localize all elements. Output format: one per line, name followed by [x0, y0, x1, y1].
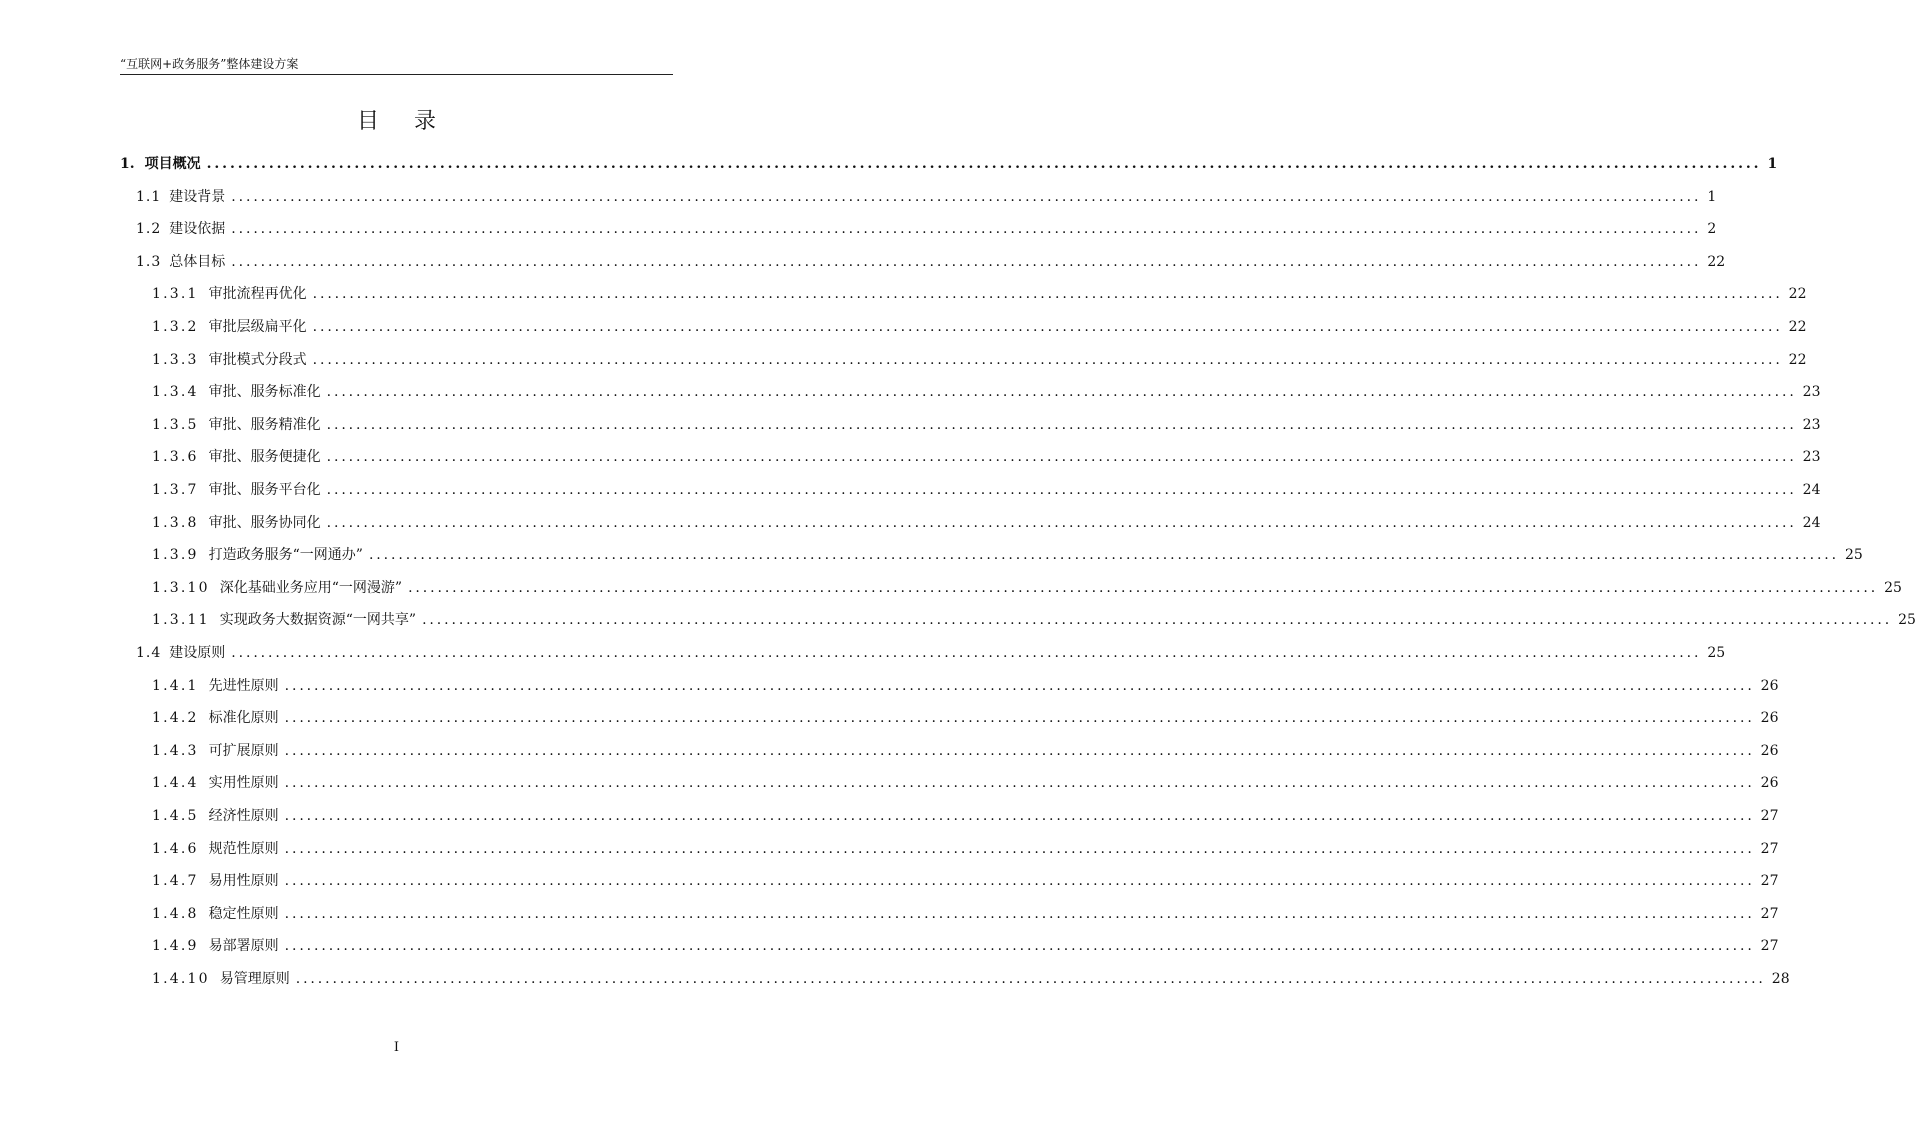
toc-entry-title: 审批、服务便捷化 [208, 449, 321, 466]
toc-entry[interactable] [152, 415, 1821, 435]
toc-leader-dots: ........................................................................................................................................................................................................ [284, 873, 1755, 890]
toc-leader-dots: ........................................................................................................................................................................................................ [231, 645, 1702, 661]
toc-entry-title: 易部署原则 [208, 938, 279, 955]
toc-entry-number: 1.3.5 [152, 416, 199, 433]
toc-entry-page: 27 [1760, 905, 1779, 922]
toc-entry-title: 深化基础业务应用“一网漫游” [219, 579, 403, 596]
toc-entry-title: 审批、服务精准化 [208, 416, 321, 433]
toc-entry-title: 先进性原则 [208, 677, 279, 694]
toc-entry-title: 可扩展原则 [208, 742, 279, 759]
toc-leader-dots: ........................................................................................................................................................................................................ [408, 579, 1879, 596]
toc-entry[interactable] [152, 839, 1779, 859]
toc-entry[interactable] [152, 936, 1779, 956]
toc-entry-number: 1.3.4 [152, 384, 199, 401]
toc-entry-number: 1.4.3 [152, 742, 199, 759]
toc-entry-title: 总体目标 [169, 253, 226, 270]
toc-leader-dots: ........................................................................................................................................................................................................ [284, 775, 1755, 792]
toc-entry[interactable] [136, 643, 1726, 663]
toc-entry[interactable] [120, 154, 1778, 174]
toc-leader-dots: ........................................................................................................................................................................................................ [284, 905, 1755, 922]
toc-entry-number: 1.3.10 [152, 579, 210, 596]
toc-entry-title: 易用性原则 [208, 873, 279, 890]
toc-entry-page: 25 [1845, 547, 1863, 564]
toc-entry-number: 1.4.6 [152, 840, 199, 857]
toc-leader-dots: ........................................................................................................................................................................................................ [312, 286, 1783, 303]
toc-entry-number: 1.4.1 [152, 677, 199, 694]
toc-leader-dots: ........................................................................................................................................................................................................ [312, 351, 1783, 368]
toc-entry-page: 26 [1760, 742, 1779, 759]
toc-entry-title: 审批层级扁平化 [208, 319, 307, 335]
page-number: I [393, 1040, 400, 1055]
toc-entry-page: 25 [1884, 579, 1902, 596]
toc-leader-dots: ........................................................................................................................................................................................................ [295, 971, 1766, 987]
toc-leader-dots: ........................................................................................................................................................................................................ [326, 482, 1797, 498]
toc-entry[interactable] [152, 382, 1821, 402]
toc-entry[interactable] [152, 904, 1779, 924]
toc-leader-dots: ........................................................................................................................................................................................................ [284, 840, 1755, 857]
toc-entry-page: 1 [1767, 156, 1778, 172]
toc-entry[interactable] [152, 350, 1807, 370]
toc-entry-page: 26 [1760, 677, 1779, 694]
toc-entry-number: 1.2 [136, 221, 162, 238]
toc-leader-dots: ........................................................................................................................................................................................................ [231, 253, 1702, 270]
toc-entry[interactable] [136, 187, 1717, 207]
toc-entry[interactable] [152, 741, 1779, 761]
toc-entry[interactable] [152, 676, 1779, 696]
toc-entry-number: 1.3.8 [152, 514, 199, 531]
toc-entry[interactable] [152, 513, 1821, 533]
toc-entry-number: 1.3.1 [152, 286, 199, 303]
toc-leader-dots: ........................................................................................................................................................................................................ [231, 221, 1702, 238]
toc-leader-dots: ........................................................................................................................................................................................................ [206, 156, 1762, 172]
toc-leader-dots: ........................................................................................................................................................................................................ [231, 188, 1702, 205]
toc-entry-number: 1.4.7 [152, 873, 199, 890]
toc-entry-title: 审批、服务协同化 [208, 514, 321, 531]
toc-leader-dots: ........................................................................................................................................................................................................ [326, 514, 1797, 531]
toc-entry-page: 26 [1760, 775, 1779, 792]
toc-entry-page: 27 [1760, 873, 1779, 890]
toc-entry-title: 建设原则 [169, 645, 226, 661]
toc-entry-title: 项目概况 [144, 156, 201, 172]
toc-entry-title: 建设背景 [169, 188, 226, 205]
toc-entry[interactable] [152, 610, 1916, 630]
toc-entry[interactable] [152, 708, 1779, 728]
toc-entry-number: 1.3.6 [152, 449, 199, 466]
toc-entry[interactable] [152, 969, 1790, 989]
header-text: “互联网+政务服务”整体建设方案 [120, 57, 299, 71]
toc-entry-number: 1.1 [136, 188, 162, 205]
toc-entry[interactable] [152, 871, 1779, 891]
toc-entry-page: 23 [1802, 449, 1821, 466]
toc-leader-dots: ........................................................................................................................................................................................................ [368, 547, 1839, 564]
toc-entry-number: 1.4.9 [152, 938, 199, 955]
toc-entry[interactable] [152, 545, 1863, 565]
toc-entry-page: 24 [1802, 482, 1821, 498]
toc-entry-page: 27 [1760, 840, 1779, 857]
toc-leader-dots: ........................................................................................................................................................................................................ [284, 938, 1755, 955]
toc-entry-number: 1.3.3 [152, 351, 199, 368]
toc-entry-number: 1.4.10 [152, 971, 210, 987]
toc-entry-page: 25 [1707, 645, 1726, 661]
toc-entry[interactable] [152, 773, 1779, 793]
toc-entry-page: 22 [1788, 351, 1807, 368]
toc-entry-number: 1.4.4 [152, 775, 199, 792]
toc-entry-page: 27 [1760, 938, 1779, 955]
toc-entry-page: 1 [1707, 188, 1717, 205]
toc-entry-title: 建设依据 [169, 221, 226, 238]
toc-leader-dots: ........................................................................................................................................................................................................ [422, 612, 1893, 629]
toc-entry[interactable] [152, 480, 1821, 500]
toc-entry-number: 1.3.11 [152, 612, 210, 629]
toc-entry-page: 2 [1707, 221, 1717, 238]
toc-entry-title: 标准化原则 [208, 710, 279, 727]
toc-entry-title: 易管理原则 [219, 971, 290, 987]
toc-leader-dots: ........................................................................................................................................................................................................ [326, 449, 1797, 466]
toc-entry-page: 25 [1898, 612, 1916, 629]
toc-entry-title: 审批、服务平台化 [208, 482, 321, 498]
toc-entry[interactable] [136, 252, 1726, 272]
toc-entry-number: 1.3 [136, 253, 162, 270]
toc-leader-dots: ........................................................................................................................................................................................................ [284, 742, 1755, 759]
toc-entry-page: 22 [1707, 253, 1726, 270]
toc-entry-page: 22 [1788, 286, 1807, 303]
toc-entry-page: 28 [1771, 971, 1790, 987]
toc-entry-title: 实用性原则 [208, 775, 279, 792]
toc-entry[interactable] [152, 447, 1821, 467]
toc-leader-dots: ........................................................................................................................................................................................................ [284, 808, 1755, 824]
toc-leader-dots: ........................................................................................................................................................................................................ [284, 677, 1755, 694]
toc-entry-number: 1.4.2 [152, 710, 199, 727]
toc-entry-number: 1.4.8 [152, 905, 199, 922]
toc-entry-title: 审批模式分段式 [208, 351, 307, 368]
toc-entry-number: 1.4 [136, 645, 162, 661]
toc-entry-number: 1.3.2 [152, 319, 199, 335]
toc-entry-title: 打造政务服务“一网通办” [208, 547, 363, 564]
toc-leader-dots: ........................................................................................................................................................................................................ [284, 710, 1755, 727]
toc-entry-page: 26 [1760, 710, 1779, 727]
toc-entry-title: 实现政务大数据资源“一网共享” [219, 612, 417, 629]
toc-entry-title: 审批流程再优化 [208, 286, 307, 303]
toc-entry-page: 24 [1802, 514, 1821, 531]
toc-entry-number: 1. [120, 156, 135, 172]
toc-entry[interactable] [152, 284, 1807, 304]
toc-entry-title: 审批、服务标准化 [208, 384, 321, 401]
toc-entry[interactable] [152, 806, 1779, 826]
toc-entry-title: 经济性原则 [208, 808, 279, 824]
toc-leader-dots: ........................................................................................................................................................................................................ [326, 416, 1797, 433]
toc-entry[interactable] [152, 578, 1902, 598]
toc-entry-number: 1.4.5 [152, 808, 199, 824]
toc-entry[interactable] [136, 219, 1717, 239]
toc-entry-title: 稳定性原则 [208, 905, 279, 922]
toc-leader-dots: ........................................................................................................................................................................................................ [326, 384, 1797, 401]
toc-entry-page: 27 [1760, 808, 1779, 824]
toc-leader-dots: ........................................................................................................................................................................................................ [312, 319, 1783, 335]
toc-entry-page: 23 [1802, 384, 1821, 401]
toc-entry-page: 23 [1802, 416, 1821, 433]
toc-title: 目 录 [357, 109, 450, 134]
toc-entry-number: 1.3.7 [152, 482, 199, 498]
toc-entry[interactable] [152, 317, 1807, 337]
toc-entry-title: 规范性原则 [208, 840, 279, 857]
toc-entry-page: 22 [1788, 319, 1807, 335]
toc-entry-number: 1.3.9 [152, 547, 199, 564]
